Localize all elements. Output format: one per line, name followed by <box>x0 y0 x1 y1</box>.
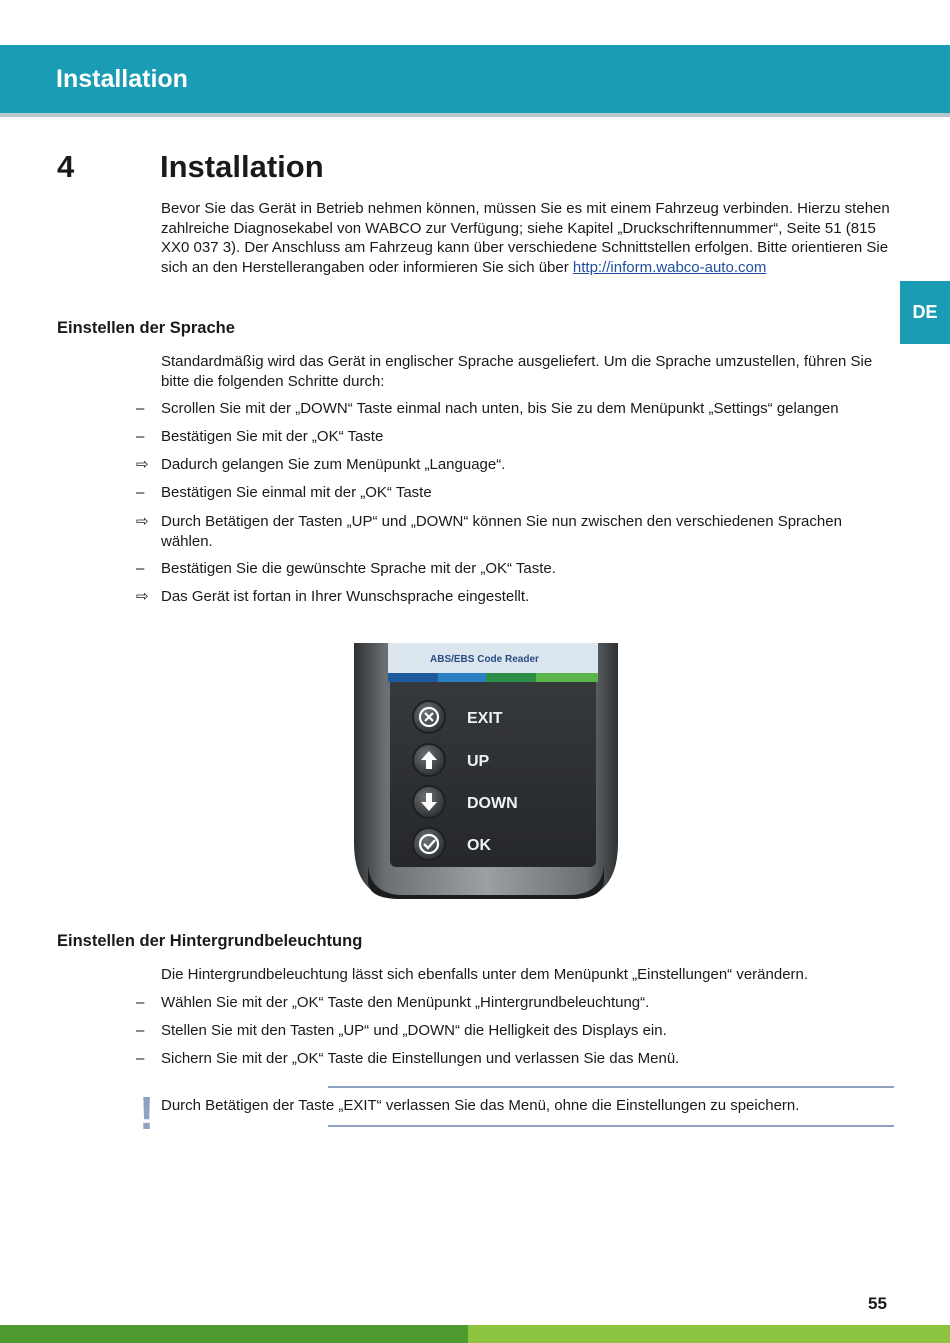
device-button-label-exit: EXIT <box>467 710 503 727</box>
bullet-dash: – <box>136 428 145 445</box>
bullet-dash: – <box>136 560 145 577</box>
device-screen-label: ABS/EBS Code Reader <box>430 654 539 665</box>
result-arrow-icon: ⇨ <box>136 513 149 530</box>
chapter-number: 4 <box>57 149 75 184</box>
list-item-text: Scrollen Sie mit der „DOWN“ Taste einmal nach unten, bis Sie zu dem Menüpunkt „Settings“ gelangen <box>161 400 839 417</box>
bullet-dash: – <box>136 994 145 1011</box>
result-arrow-icon: ⇨ <box>136 588 149 605</box>
list-item-text: Dadurch gelangen Sie zum Menüpunkt „Language“. <box>161 456 506 473</box>
list-item-text: Bestätigen Sie die gewünschte Sprache mit der „OK“ Taste. <box>161 560 556 577</box>
bullet-dash: – <box>136 1050 145 1067</box>
note-top-rule <box>328 1086 894 1088</box>
footer-bar-light <box>468 1325 950 1343</box>
bullet-dash: – <box>136 1022 145 1039</box>
bullet-dash: – <box>136 400 145 417</box>
list-item-text: Bestätigen Sie einmal mit der „OK“ Taste <box>161 484 432 501</box>
language-tab: DE <box>900 281 950 344</box>
language-intro: Standardmäßig wird das Gerät in englischer Sprache ausgeliefert. Um die Sprache umzustellen, führen Sie bitte die folgenden Schritte durch: <box>161 353 873 390</box>
list-item-text: Sichern Sie mit der „OK“ Taste die Einstellungen und verlassen Sie das Menü. <box>161 1050 680 1067</box>
section-heading-language: Einstellen der Sprache <box>57 319 235 337</box>
note-text: Durch Betätigen der Taste „EXIT“ verlassen Sie das Menü, ohne die Einstellungen zu speichern. <box>161 1097 800 1114</box>
list-item-text: Das Gerät ist fortan in Ihrer Wunschsprache eingestellt. <box>161 588 530 605</box>
intro-paragraph <box>161 199 891 277</box>
bullet-dash: – <box>136 484 145 501</box>
page-number: 55 <box>868 1294 887 1313</box>
warning-icon: ! <box>139 1087 155 1139</box>
backlight-intro: Die Hintergrundbeleuchtung lässt sich ebenfalls unter dem Menüpunkt „Einstellungen“ verändern. <box>161 966 809 983</box>
list-item-text: Wählen Sie mit der „OK“ Taste den Menüpunkt „Hintergrundbeleuchtung“. <box>161 994 650 1011</box>
intro-text: Bevor Sie das Gerät in Betrieb nehmen können, müssen Sie es mit einem Fahrzeug verbinden. Hierzu stehen zahlreiche Diagnosekabel von WABCO zur Verfügung; siehe Kapitel „Druckschriftennummer“, Seite 51 (815 XX0 037 3). Der Anschluss am Fahrzeug kann über verschiedene Schnittstellen erfolgen. Bitte orientieren Sie sich an den Herstellerangaben oder informieren Sie sich über <box>161 200 890 276</box>
code-reader-device-image <box>350 643 622 899</box>
section-heading-backlight: Einstellen der Hintergrundbeleuchtung <box>57 932 363 950</box>
device-button-label-up: UP <box>467 753 490 770</box>
note-bottom-rule <box>328 1125 894 1127</box>
list-item-text: Durch Betätigen der Tasten „UP“ und „DOWN“ können Sie nun zwischen den verschiedenen Sprachen wählen. <box>161 513 842 550</box>
result-arrow-icon: ⇨ <box>136 456 149 473</box>
inform-link[interactable]: http://inform.wabco-auto.com <box>572 258 767 276</box>
header-title: Installation <box>56 65 188 93</box>
chapter-title: Installation <box>160 149 324 184</box>
list-item-text: Bestätigen Sie mit der „OK“ Taste <box>161 428 384 445</box>
device-button-label-ok: OK <box>467 837 491 854</box>
list-item-text: Stellen Sie mit den Tasten „UP“ und „DOWN“ die Helligkeit des Displays ein. <box>161 1022 667 1039</box>
device-button-label-down: DOWN <box>467 795 518 812</box>
footer-bar-dark <box>0 1325 468 1343</box>
